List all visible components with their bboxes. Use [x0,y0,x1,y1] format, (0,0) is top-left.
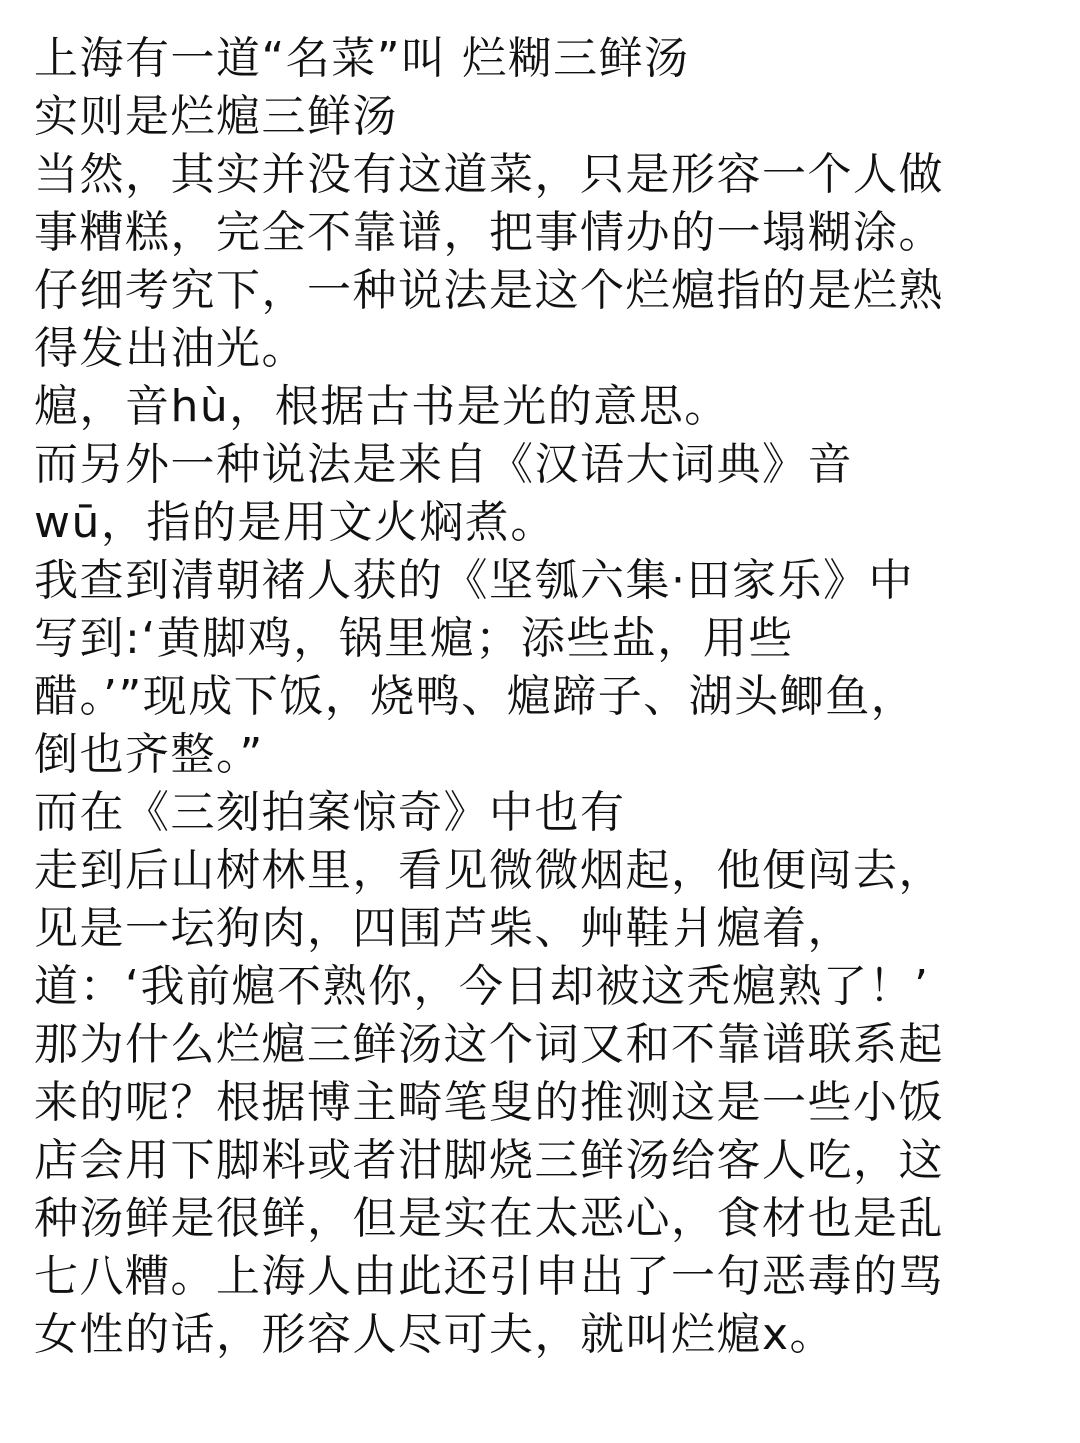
text-line: 得发出油光。 [34,323,307,374]
text-line: 见是一坛狗肉，四围芦柴、艸鞋爿熩着， [34,903,853,954]
text-line: 道：‘我前熩不熟你，今日却被这秃熩熟了！’ [34,961,930,1012]
text-line: 熩，音hù，根据古书是光的意思。 [34,381,730,432]
text-line: 种汤鲜是很鲜，但是实在太恶心，食材也是乱 [34,1193,944,1244]
text-line: 女性的话，形容人尽可夫，就叫烂熩x。 [34,1309,836,1360]
text-line: 醋。’”现成下饭，烧鸭、熩蹄子、湖头鲫鱼， [34,671,917,722]
text-line: wū，指的是用文火焖煮。 [34,497,556,548]
text-line: 倒也齐整。” [34,729,264,780]
text-line: 而在《三刻拍案惊奇》中也有 [34,787,626,838]
text-line: 走到后山树林里，看见微微烟起，他便闯去， [34,845,944,896]
text-line: 店会用下脚料或者泔脚烧三鲜汤给客人吃，这 [34,1135,944,1186]
text-line: 来的呢？根据博主畸笔叟的推测这是一些小饭 [34,1077,944,1128]
text-line: 上海有一道“名菜”叫 烂糊三鲜汤 [34,33,690,84]
text-line: 实则是烂熩三鲜汤 [34,91,398,142]
text-line: 写到:‘黄脚鸡，锅里熩；添些盐，用些 [34,613,794,664]
article-body [34,30,1059,1364]
text-line: 当然，其实并没有这道菜，只是形容一个人做 [34,149,944,200]
text-line: 我查到清朝褚人获的《坚瓠六集·田家乐》中 [34,555,914,606]
text-line: 那为什么烂熩三鲜汤这个词又和不靠谱联系起 [34,1019,944,1070]
text-line: 七八糟。上海人由此还引申出了一句恶毒的骂 [34,1251,944,1302]
text-line: 仔细考究下，一种说法是这个烂熩指的是烂熟 [34,265,944,316]
text-line: 事糟糕，完全不靠谱，把事情办的一塌糊涂。 [34,207,944,258]
text-line: 而另外一种说法是来自《汉语大词典》音 [34,439,853,490]
